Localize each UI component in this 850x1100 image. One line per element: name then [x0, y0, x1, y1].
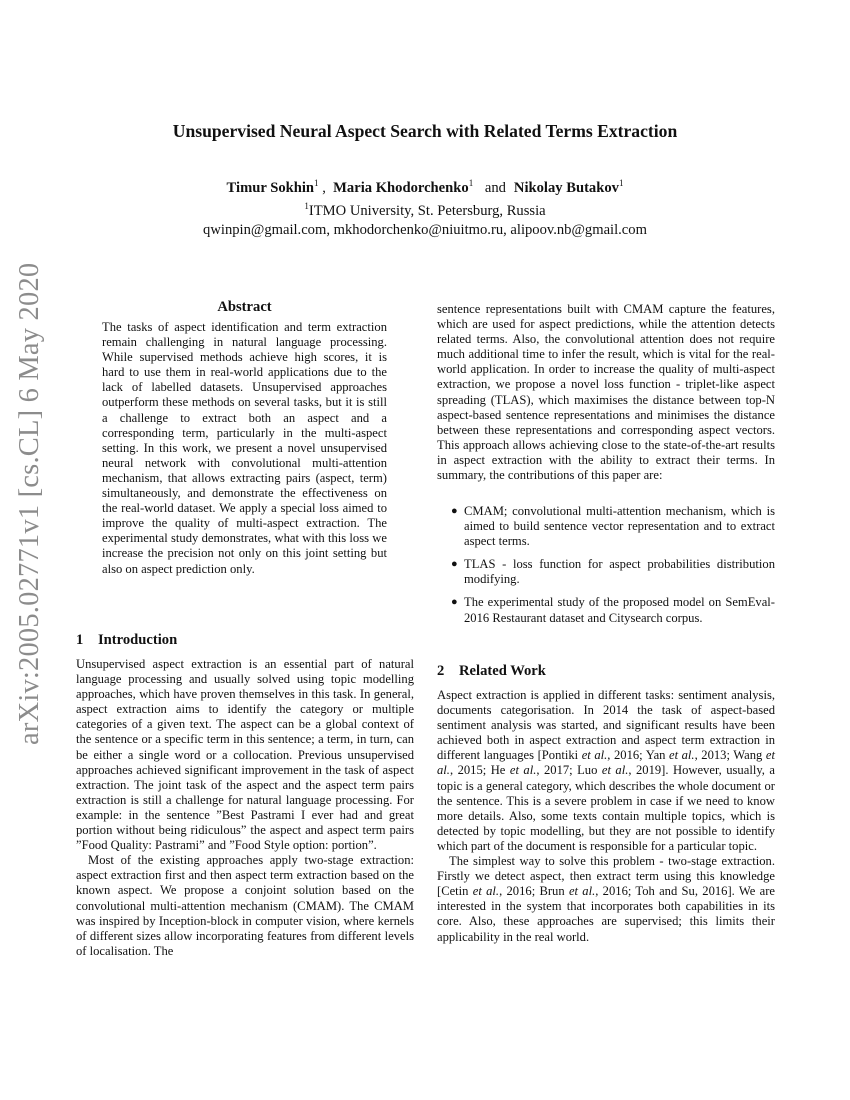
author-name: Maria Khodorchenko — [333, 180, 469, 196]
affiliation-mark: 1 — [304, 201, 309, 211]
affiliation — [0, 201, 850, 220]
citation-et-al: et al. — [601, 763, 629, 778]
bullet-icon: ● — [451, 505, 458, 517]
citation-et-al: et al. — [669, 748, 695, 763]
author-and: and — [484, 180, 506, 196]
author-name: Nikolay Butakov — [513, 180, 619, 196]
section-heading-introduction — [76, 632, 177, 649]
author-list — [0, 178, 850, 197]
list-item — [437, 504, 775, 549]
author-separator: , — [322, 180, 326, 196]
list-item — [437, 557, 775, 587]
bullet-icon: ● — [451, 558, 458, 571]
citation-et-al: et al. — [581, 748, 608, 763]
related-work-body — [437, 688, 775, 945]
abstract-body — [102, 320, 387, 577]
body-paragraph: Aspect extraction is applied in different tasks: sentiment analysis, documents categorisation. In 2014 the task of aspect-based sentiment analysis was started, and significant results have been achieved both in aspect extraction and aspect term extraction in different languages [Pontiki et al., 2016; Yan et al., 2013; Wang et al., 2015; He et al., 2017; Luo et al., 2019]. However, usually, a topic is a general category, which describes the whole document or the sentence. This is a severe problem in case if we need to know more details. Also, some texts contain multiple topics, which is detected by topic modelling, but they are not possible to identify which part of the document is responsible for a particular topic. — [437, 688, 775, 853]
citation-et-al: et al. — [509, 763, 537, 778]
citation-et-al: et al. — [472, 884, 500, 899]
author-affil-mark: 1 — [618, 178, 624, 188]
section-heading-related-work — [437, 663, 546, 680]
author-name: Timur Sokhin — [226, 180, 315, 196]
body-paragraph: The simplest way to solve this problem - two-stage extraction. Firstly we detect aspect, then extract term using this knowledge [Cetin et al., 2016; Brun et al., 2016; Toh and Su, 2016]. We are interested in the system that incorporates both capabilities in its core. Also, these approaches are supervised; this limits their applicability in the real world. — [437, 854, 775, 944]
citation-et-al: et al. — [568, 884, 596, 899]
section-title: Related Work — [459, 663, 546, 679]
introduction-body — [76, 657, 414, 959]
abstract-paragraph: The tasks of aspect identification and term extraction remain challenging in natural language processing. While supervised methods achieve high scores, it is hard to use them in real-world applications due to the lack of labelled datasets. Unsupervised approaches outperform these methods on several tasks, but it is still a challenge to extract both an aspect and a corresponding term, particularly in the multi-aspect setting. In this work, we present a novel unsupervised neural network with convolutional multi-attention mechanism, that allows extracting pairs (aspect, term) simultaneously, and demonstrate the effectiveness on the real-world dataset. We apply a special loss aimed to improve the quality of multi-aspect extraction. The experimental study demonstrates, what with this loss we increase the precision not only on this joint setting but also on aspect prediction only. — [102, 320, 387, 576]
list-item — [437, 595, 775, 625]
author-emails: qwinpin@gmail.com, mkhodorchenko@niuitmo.ru, alipoov.nb@gmail.com — [203, 222, 647, 238]
section-number: 1 — [76, 632, 84, 648]
author-affil-mark: 1 — [468, 178, 474, 188]
arxiv-stamp: arXiv:2005.02771v1 [cs.CL] 6 May 2020 — [14, 262, 45, 745]
bullet-icon: ● — [451, 596, 458, 609]
affiliation-text: ITMO University, St. Petersburg, Russia — [308, 203, 546, 219]
body-paragraph: Unsupervised aspect extraction is an essential part of natural language processing and usually solved using topic modelling approaches, which have proven themselves in this task. In general, aspect extraction aims to identify the category or multiple categories of a given text. The aspect can be a global context of the sentence or a specific term in this sentence; a term, in turn, can be either a single word or a collocation. Previous unsupervised approaches achieved significant improvement in the task of aspect extraction. The joint task of the aspect and the aspect term pairs extraction is still a challenge for natural language processing. For example: in the sentence ”Best Pastrami I ever had and great portion without being ridiculous” the aspect and aspect term pairs ”Food Quality: Pastrami” and ”Food Style option: portion”. — [76, 657, 414, 853]
introduction-continued — [437, 302, 775, 483]
list-item-text: CMAM; convolutional multi-attention mechanism, which is aimed to build sentence vector representation and to extract aspect terms. — [464, 504, 775, 549]
abstract-heading: Abstract — [217, 299, 272, 315]
body-paragraph: Most of the existing approaches apply two-stage extraction: aspect extraction first and then aspect term extraction based on the known aspect. We propose a conjoint solution based on the convolutional multi-attention mechanism (CMAM). The CMAM was inspired by Inception-block in computer vision, where kernels of different sizes allow incorporating features from different levels of localisation. The — [76, 853, 414, 958]
citation-et-al: et al. — [437, 748, 775, 778]
author-affil-mark: 1 — [314, 178, 319, 188]
paper-title: Unsupervised Neural Aspect Search with Related Terms Extraction — [172, 121, 678, 141]
list-item-text: The experimental study of the proposed model on SemEval-2016 Restaurant dataset and Citysearch corpus. — [464, 595, 775, 625]
section-number: 2 — [437, 663, 445, 679]
body-paragraph: sentence representations built with CMAM capture the features, which are used for aspect predictions, while the attention detects related terms. Also, the convolutional attention does not require much additional time to infer the result, which is vital for the real-world application. In order to increase the quality of multi-aspect extraction, we propose a novel loss function - triplet-like aspect spreading (TLAS), which maximises the distance between top-N aspect-based sentence representations and minimises the distance between these representations and corresponding aspect vectors. This approach allows achieving close to the state-of-the-art results in aspect extraction with the ability to extract their terms. In summary, the contributions of this paper are: — [437, 302, 775, 483]
list-item-text: TLAS - loss function for aspect probabilities distribution modifying. — [464, 557, 775, 587]
section-title: Introduction — [98, 632, 178, 648]
contributions-list — [437, 504, 775, 634]
